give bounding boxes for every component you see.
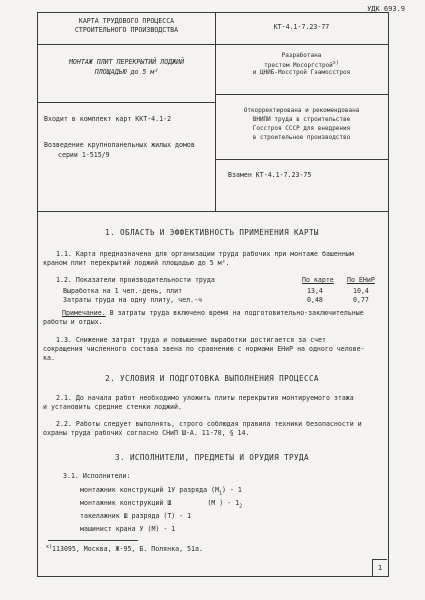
- section1-p1-line1: 1.1. Карта предназначена для организации труда рабочих при монтаже башенным: [56, 250, 354, 258]
- kit-reference: Входит в комплект карт ККТ-4.1-2: [44, 115, 172, 123]
- udk-code: УДК 693.9: [367, 5, 405, 13]
- header-block: [37, 12, 389, 212]
- coordination-line4: в строительное производство: [252, 134, 351, 141]
- section2-p1-line2: и установить средние стенки лоджий.: [43, 403, 182, 411]
- coordination-line2: ВНИПИ труда в строительстве: [252, 116, 351, 123]
- series-line2: серии 1-515/9: [58, 151, 110, 159]
- series-line1: Возведение крупнопанельных жилых домов: [44, 141, 195, 149]
- worker-3: такелажник Ш разряда (Т) - 1: [80, 512, 192, 520]
- section1-p3-line1: 1.3. Снижение затрат труда и повышение выработки достигается за счет: [56, 336, 326, 344]
- header-rule: [215, 159, 388, 160]
- section3-title: 3. ИСПОЛНИТЕЛИ, ПРЕДМЕТЫ И ОРУДИЯ ТРУДА: [115, 453, 309, 462]
- header-rule: [38, 44, 215, 45]
- row2-enir: 0,77: [353, 296, 369, 304]
- developer-line3: и ЦНИБ-Мосстрой Гэамосстроя: [252, 69, 351, 76]
- replaces-card: Взамен КТ-4.1-7.23-75: [228, 171, 312, 179]
- note-line1: Примечание. В затраты труда включено время на подготовительно-заключительные: [62, 309, 364, 317]
- coordination-line1: Откорректирована и рекомендована: [243, 107, 360, 114]
- row1-label: Выработка на 1 чел.-день, плит: [63, 287, 183, 295]
- row2-label: Затраты труда на одну плиту, чел.-ч: [63, 296, 202, 304]
- section2-p1-line1: 2.1. До начала работ необходимо уложить плиты перекрытия монтируемого этажа: [56, 394, 354, 402]
- header-rule: [215, 94, 388, 95]
- subject-line2: ПЛОЩАДЬЮ до 5 м²: [94, 68, 159, 76]
- section1-p3-line2: сокращения численного состава звена по сравнению с нормами ЕНиР на одного челове-: [43, 345, 365, 353]
- row2-card: 0,48: [307, 296, 323, 304]
- worker-2: монтажник конструкций Ш (М ) - $1_2$: [80, 499, 243, 510]
- worker-1: монтажник конструкций 1У разряда $(М_1) - 1$: [80, 486, 242, 497]
- page-number: 1: [372, 559, 387, 576]
- col-header-enir: По ЕНиР: [347, 276, 375, 284]
- section1-p3-line3: ка.: [43, 354, 55, 362]
- subject-line1: МОНТАЖ ПЛИТ ПЕРЕКРЫТИЙ ЛОДЖИЙ: [68, 58, 185, 66]
- section1-p1-line2: краном плит перекрытий лоджий площадью до 5 м².: [43, 259, 230, 267]
- section1-p2: 1.2. Показатели производительности труда: [56, 276, 215, 284]
- section2-title: 2. УСЛОВИЯ И ПОДГОТОВКА ВЫПОЛНЕНИЯ ПРОЦЕССА: [105, 374, 319, 383]
- card-title-line2: СТРОИТЕЛЬНОГО ПРОИЗВОДСТВА: [74, 26, 179, 34]
- note-line2: работы и отдых.: [43, 318, 103, 326]
- section3-p1: 3.1. Исполнители:: [63, 472, 131, 480]
- developer-line2: трестом Мосоргстрой$^{x)}$: [264, 60, 339, 69]
- worker-4: машинист крана У (М) - 1: [80, 525, 176, 533]
- footnote: $^{x)}$113095, Москва, Ж-95, Б. Полянка, 51а.: [46, 544, 203, 554]
- row1-card: 13,4: [307, 287, 323, 295]
- footnote-rule: [48, 540, 138, 541]
- developer-line1: Разработана: [281, 52, 322, 59]
- row1-enir: 10,4: [353, 287, 369, 295]
- section2-p2-line2: охраны труда рабочих согласно СНиП Ш-А. 11-70, § 14.: [43, 429, 250, 437]
- section2-p2-line1: 2.2. Работы следует выполнять, строго соблюдая правила техники безопасности и: [56, 420, 362, 428]
- card-code: КТ-4.1-7.23-77: [273, 23, 330, 31]
- section1-title: 1. ОБЛАСТЬ И ЭФФЕКТИВНОСТЬ ПРИМЕНЕНИЯ КАРТЫ: [105, 228, 319, 237]
- col-header-card: По карте: [302, 276, 334, 284]
- card-title-line1: КАРТА ТРУДОВОГО ПРОЦЕССА: [78, 17, 175, 25]
- header-rule: [215, 44, 388, 45]
- header-rule: [38, 102, 215, 103]
- coordination-line3: Госстроя СССР для внедрения: [252, 125, 351, 132]
